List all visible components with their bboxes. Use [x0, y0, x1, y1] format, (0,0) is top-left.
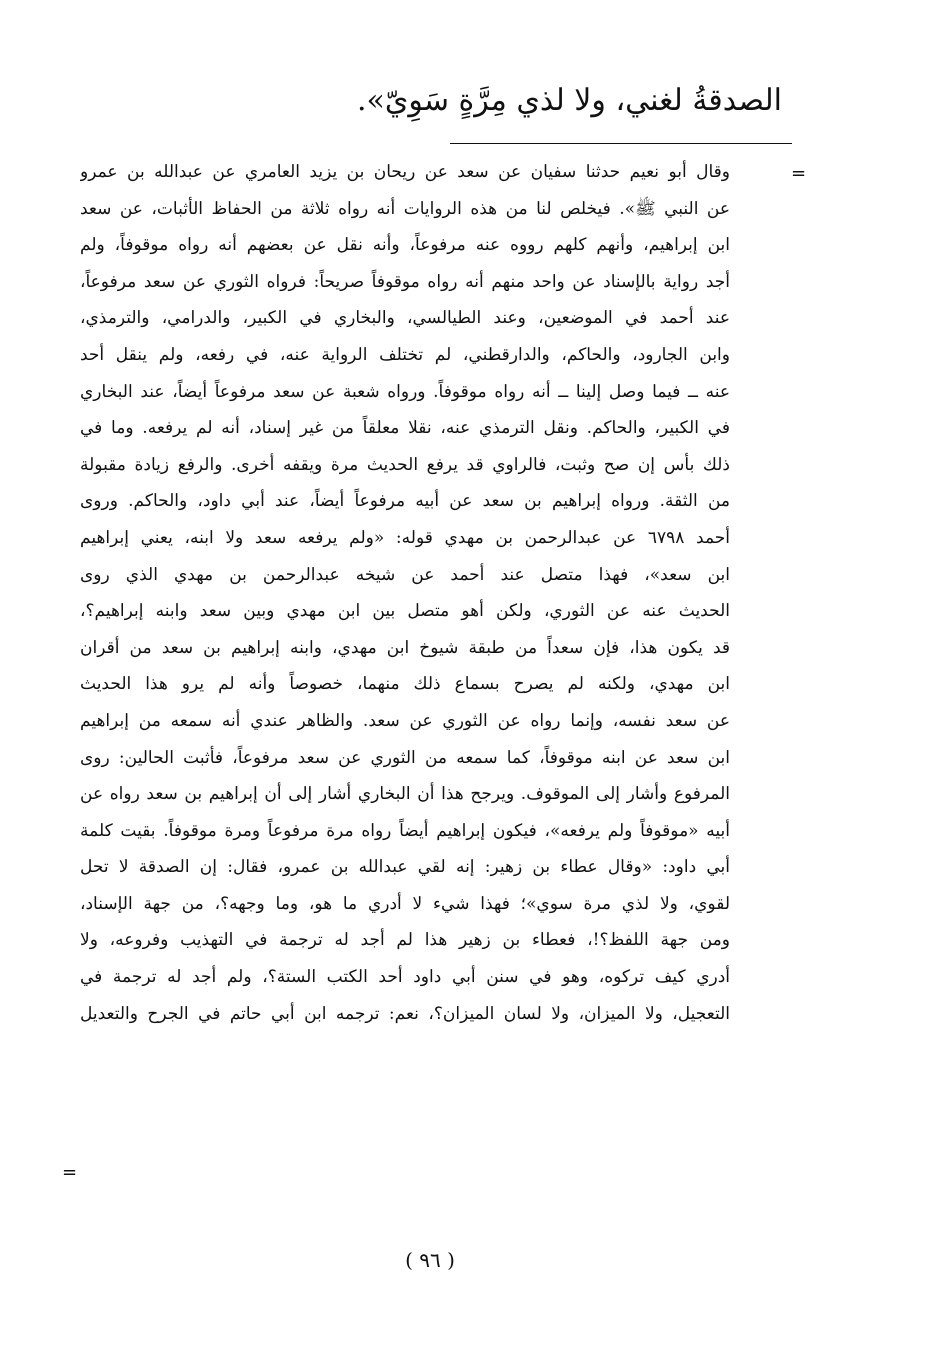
footnote-line: وقال أبو نعيم حدثنا سفيان عن سعد عن ريحان بن يزيد العامري عن عبدالله بن عمرو [80, 162, 730, 182]
footnote-line: ابن سعد عن ابنه موقوفاً، كما سمعه من الثوري عن سعد مرفوعاً، فأثبت الحالين: روى [80, 747, 730, 768]
footnote-line: المرفوع وأشار إلى الموقوف. ويرجح هذا أن البخاري أشار إلى أن إبراهيم بن سعد رواه عن [80, 784, 730, 805]
footnote-line: لقوي، ولا لذي مرة سوي»؛ فهذا شيء لا أدري ما هو، وما وجهه؟، من جهة الإسناد، [80, 893, 730, 914]
footnote-continuation-marker-bottom: = [62, 1162, 78, 1183]
hadith-text-ending: الصدقةُ لغني، ولا لذي مِرَّةٍ سَوِيّ». [356, 83, 782, 118]
footnote-line: عنه ــ فيما وصل إلينا ــ أنه رواه موقوفاً. ورواه شعبة عن سعد مرفوعاً أيضاً، عند البخاري [80, 381, 730, 402]
footnote-line: عن النبي ﷺ». فيخلص لنا من هذه الروايات أنه رواه ثلاثة من الحفاظ الأثبات، عن سعد [80, 198, 730, 219]
footnote-line: عند أحمد في الموضعين، وعند الطيالسي، والبخاري في الكبير، والدرامي، والترمذي، [80, 308, 730, 329]
footnote-line: عن سعد نفسه، وإنما رواه عن الثوري عن سعد. والظاهر عندي أنه سمعه من إبراهيم [80, 710, 730, 731]
footnote-line: أحمد ٦٧٩٨ عن عبدالرحمن بن مهدي قوله: «ولم يرفعه سعد ولا ابنه، يعني إبراهيم [80, 527, 730, 548]
footnote-line: وابن الجارود، والحاكم، والدارقطني، لم تختلف الرواية عنه، في رفعه، ولم ينقل أحد [80, 344, 730, 365]
footnote-line: أبي داود: «وقال عطاء بن زهير: إنه لقي عبدالله بن عمرو، فقال: إن الصدقة لا تحل [80, 857, 730, 878]
footnote-line: التعجيل، ولا الميزان، ولا لسان الميزان؟، نعم: ترجمه ابن أبي حاتم في الجرح والتعديل [80, 1003, 730, 1024]
footnote-line: ابن سعد»، فهذا متصل عند أحمد عن شيخه عبدالرحمن بن مهدي الذي روى [80, 564, 730, 585]
footnote-line: ابن مهدي، ولكنه لم يصرح بسماع ذلك منهما، خصوصاً وأنه لم يرو هذا الحديث [80, 674, 730, 695]
page-number: ( ٩٦ ) [405, 1248, 455, 1272]
footnote-line: ذلك بأس إن صح وثبت، فالراوي قد يرفع الحديث مرة ويقفه أخرى. والرفع زيادة مقبولة [80, 454, 730, 475]
footnote-line: ابن إبراهيم، وأنهم كلهم رووه عنه مرفوعاً، وأنه نقل عن بعضهم أنه رواه موقوفاً، ولم [80, 235, 730, 256]
footnote-line: في الكبير، والحاكم. ونقل الترمذي عنه، نقلا معلقاً من غير إسناد، أنه لم يرفعه. وما في [80, 418, 730, 439]
footnote-line: قد يكون هذا، فإن سعداً من طبقة شيوخ ابن مهدي، وابنه إبراهيم بن سعد من أقران [80, 637, 730, 658]
footnote-line: من الثقة. ورواه إبراهيم بن سعد عن أبيه مرفوعاً أيضاً، عند أبي داود، والحاكم. وروى [80, 491, 730, 512]
footnote-line: أدري كيف تركوه، وهو في سنن أبي داود أحد الكتب الستة؟، ولم أجد له ترجمة في [80, 967, 730, 988]
footnote-continuation-marker-top: = [791, 163, 807, 184]
footnote-line: الحديث عنه عن الثوري، ولكن أهو متصل بين ابن مهدي وبين سعد وابنه إبراهيم؟، [80, 601, 730, 622]
footnote-line: أجد رواية بالإسناد عن واحد منهم أنه رواه موقوفاً صريحاً: فرواه الثوري عن سعد مرفوعاً، [80, 271, 730, 292]
footnote-separator-line [450, 143, 792, 144]
footnote-block [80, 154, 730, 1032]
footnote-line: ومن جهة اللفظ؟!، فعطاء بن زهير هذا لم أجد له ترجمة في التهذيب وفروعه، ولا [80, 930, 730, 951]
footnote-line: أبيه «موقوفاً ولم يرفعه»، فيكون إبراهيم أيضاً رواه مرة مرفوعاً ومرة موقوفاً. بقيت كلمة [80, 820, 730, 841]
